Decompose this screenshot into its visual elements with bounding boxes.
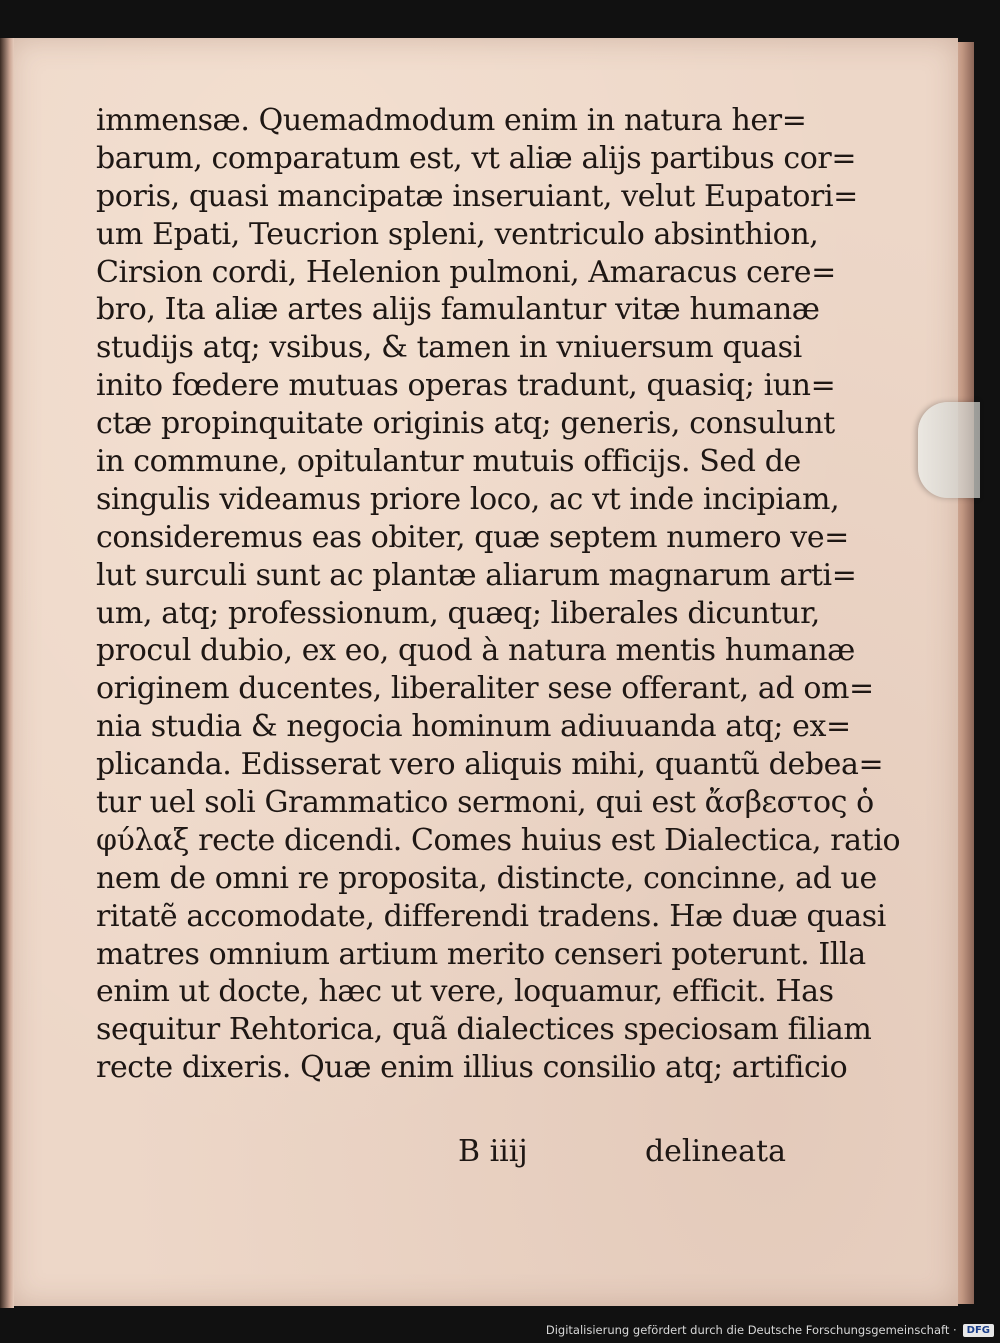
text-line: um, atq; professionum, quæq; liberales dicuntur, [96, 595, 820, 631]
page-text [96, 102, 901, 1087]
text-line: ritatẽ accomodate, differendi tradens. Hæ duæ quasi [96, 898, 886, 934]
text-line: inito fœdere mutuas operas tradunt, quasiq; iun= [96, 368, 836, 404]
text-line: lut surculi sunt ac plantæ aliarum magnarum arti= [96, 557, 857, 593]
text-line: plicanda. Edisserat vero aliquis mihi, quantũ debea= [96, 747, 884, 783]
text-line: studijs atq; vsibus, & tamen in vniuersum quasi [96, 330, 802, 366]
credit-text: Digitalisierung gefördert durch die Deutsche Forschungsgemeinschaft · [545, 1323, 957, 1337]
page-clip [918, 402, 980, 498]
text-line: sequitur Rehtorica, quã dialectices speciosam filiam [96, 1012, 872, 1048]
text-line: singulis videamus priore loco, ac vt inde incipiam, [96, 481, 840, 517]
text-line: matres omnium artium merito censeri poterunt. Illa [96, 936, 866, 972]
text-line: Cirsion cordi, Helenion pulmoni, Amaracus cere= [96, 254, 836, 290]
text-line: ctæ propinquitate originis atq; generis, consulunt [96, 406, 835, 442]
text-line: nia studia & negocia hominum adiuuanda atq; ex= [96, 709, 851, 745]
catchword: delineata [644, 1134, 786, 1169]
text-line: in commune, opitulantur mutuis officijs. Sed de [96, 444, 801, 480]
text-line: barum, comparatum est, vt aliæ alijs partibus cor= [96, 140, 857, 176]
text-line: bro, Ita aliæ artes alijs famulantur vitæ humanæ [96, 292, 820, 328]
page-left-edge [0, 38, 14, 1308]
digitization-credit [546, 1319, 994, 1341]
text-line: um Epati, Teucrion spleni, ventriculo absinthion, [96, 216, 819, 252]
dfg-logo: DFG [963, 1324, 994, 1337]
text-line: originem ducentes, liberaliter sese offerant, ad om= [96, 671, 874, 707]
text-line: poris, quasi mancipatæ inseruiant, velut Eupatori= [96, 178, 858, 214]
text-line: enim ut docte, hæc ut vere, loquamur, efficit. Has [96, 974, 834, 1010]
text-line: consideremus eas obiter, quæ septem numero ve= [96, 519, 849, 555]
text-line: nem de omni re proposita, distincte, concinne, ad ue [96, 860, 877, 896]
signature-mark: B iiij [458, 1134, 528, 1169]
text-line: recte dixeris. Quæ enim illius consilio atq; artificio [96, 1050, 848, 1086]
text-line: φύλαξ recte dicendi. Comes huius est Dialectica, ratio [96, 822, 901, 858]
text-line: procul dubio, ex eo, quod à natura mentis humanæ [96, 633, 855, 669]
page-footer [96, 1134, 786, 1174]
text-line: immensæ. Quemadmodum enim in natura her= [96, 103, 807, 138]
text-line: tur uel soli Grammatico sermoni, qui est ἄσβεστος ὁ [96, 785, 874, 821]
